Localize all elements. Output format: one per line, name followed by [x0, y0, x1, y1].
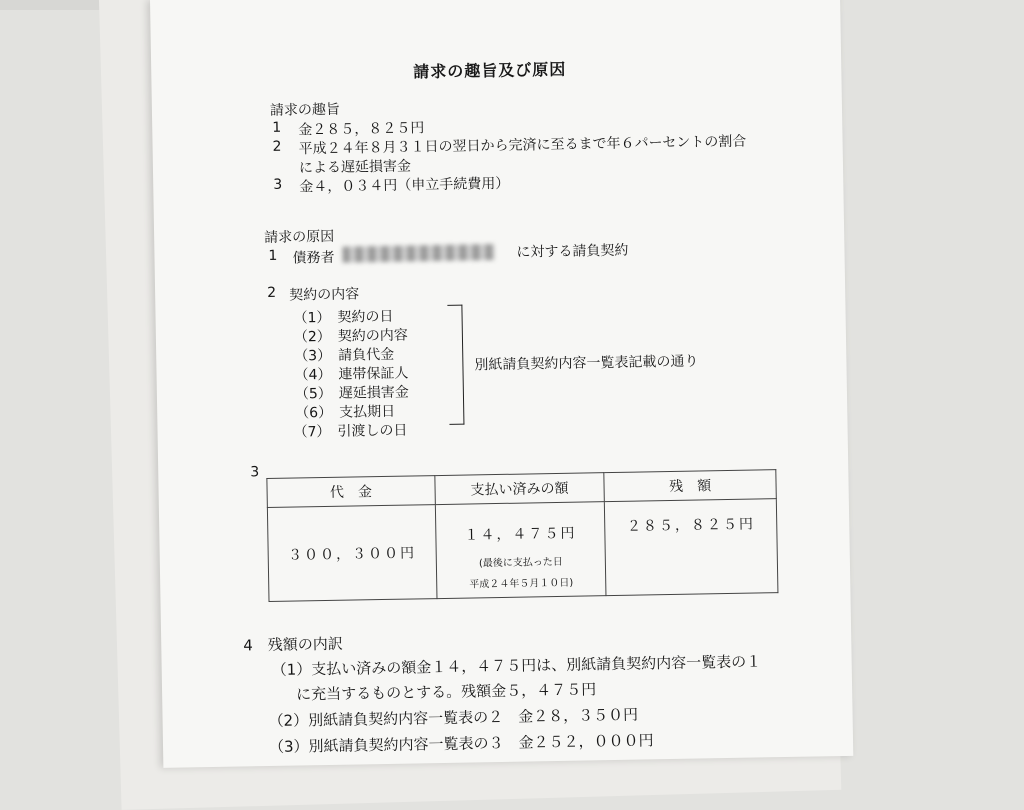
document-title: 請求の趣旨及び原因 — [413, 59, 567, 82]
document-page — [150, 0, 853, 768]
claim-item-num: 3 — [273, 176, 283, 193]
claim-item-num: 1 — [272, 119, 282, 136]
cause-item-num: 2 — [266, 284, 277, 301]
payment-table — [266, 469, 778, 602]
claim-heading: 請求の趣旨 — [269, 101, 341, 119]
cause-heading: 請求の原因 — [264, 228, 335, 247]
bracket-note: 別紙請負契約内容一覧表記載の通り — [474, 353, 699, 374]
breakdown-line: （3）別紙請負契約内容一覧表の３ 金２５２，０００円 — [268, 731, 654, 757]
breakdown-line: （1）支払い済みの額金１４，４７５円は、別紙請負契約内容一覧表の１ — [271, 652, 762, 679]
breakdown-line: （2）別紙請負契約内容一覧表の２ 金２８，３５０円 — [268, 705, 639, 731]
contract-item: （5） 遅延損害金 — [294, 384, 409, 403]
claim-item-text: による遅延損害金 — [298, 158, 412, 177]
contract-item: （4） 連帯保証人 — [294, 365, 409, 384]
cause-item-num: 1 — [268, 247, 278, 264]
table-cell-paid — [435, 502, 606, 599]
last-payment-note: (最後に支払った日 — [478, 556, 563, 569]
table-cell-price: ３００，３００円 — [267, 505, 436, 602]
claim-item-num: 2 — [272, 138, 282, 155]
paid-amount: １４，４７５円 — [464, 525, 577, 544]
table-header-paid: 支払い済みの額 — [435, 473, 605, 505]
contract-item: （7） 引渡しの日 — [293, 422, 408, 441]
claim-item-text: 金２８５，８２５円 — [298, 120, 425, 139]
debtor-suffix: に対する請負契約 — [516, 242, 629, 261]
table-header-price: 代 金 — [267, 476, 435, 508]
claim-item-text: 平成２４年８月３１日の翌日から完済に至るまで年６パーセントの割合 — [298, 133, 747, 158]
contract-item: （2） 契約の内容 — [293, 327, 408, 346]
last-payment-date: 平成２４年５月１０日) — [469, 577, 574, 591]
contract-item: （1） 契約の日 — [293, 308, 394, 327]
contract-heading: 契約の内容 — [289, 286, 360, 304]
debtor-label: 債務者 — [292, 249, 335, 267]
redacted-debtor-name — [342, 244, 494, 263]
contract-item: （3） 請負代金 — [294, 346, 395, 365]
bracket-line — [447, 305, 464, 425]
section4-heading: 4 残額の内訳 — [243, 634, 343, 655]
table-header-balance: 残 額 — [604, 470, 776, 502]
section3-num: 3 — [250, 464, 260, 481]
breakdown-line: に充当するものとする。残額金５，４７５円 — [295, 680, 597, 704]
table-cell-balance: ２８５，８２５円 — [605, 499, 778, 596]
contract-item: （6） 支払期日 — [295, 403, 396, 422]
claim-item-text: 金４，０３４円（申立手続費用） — [299, 175, 510, 196]
